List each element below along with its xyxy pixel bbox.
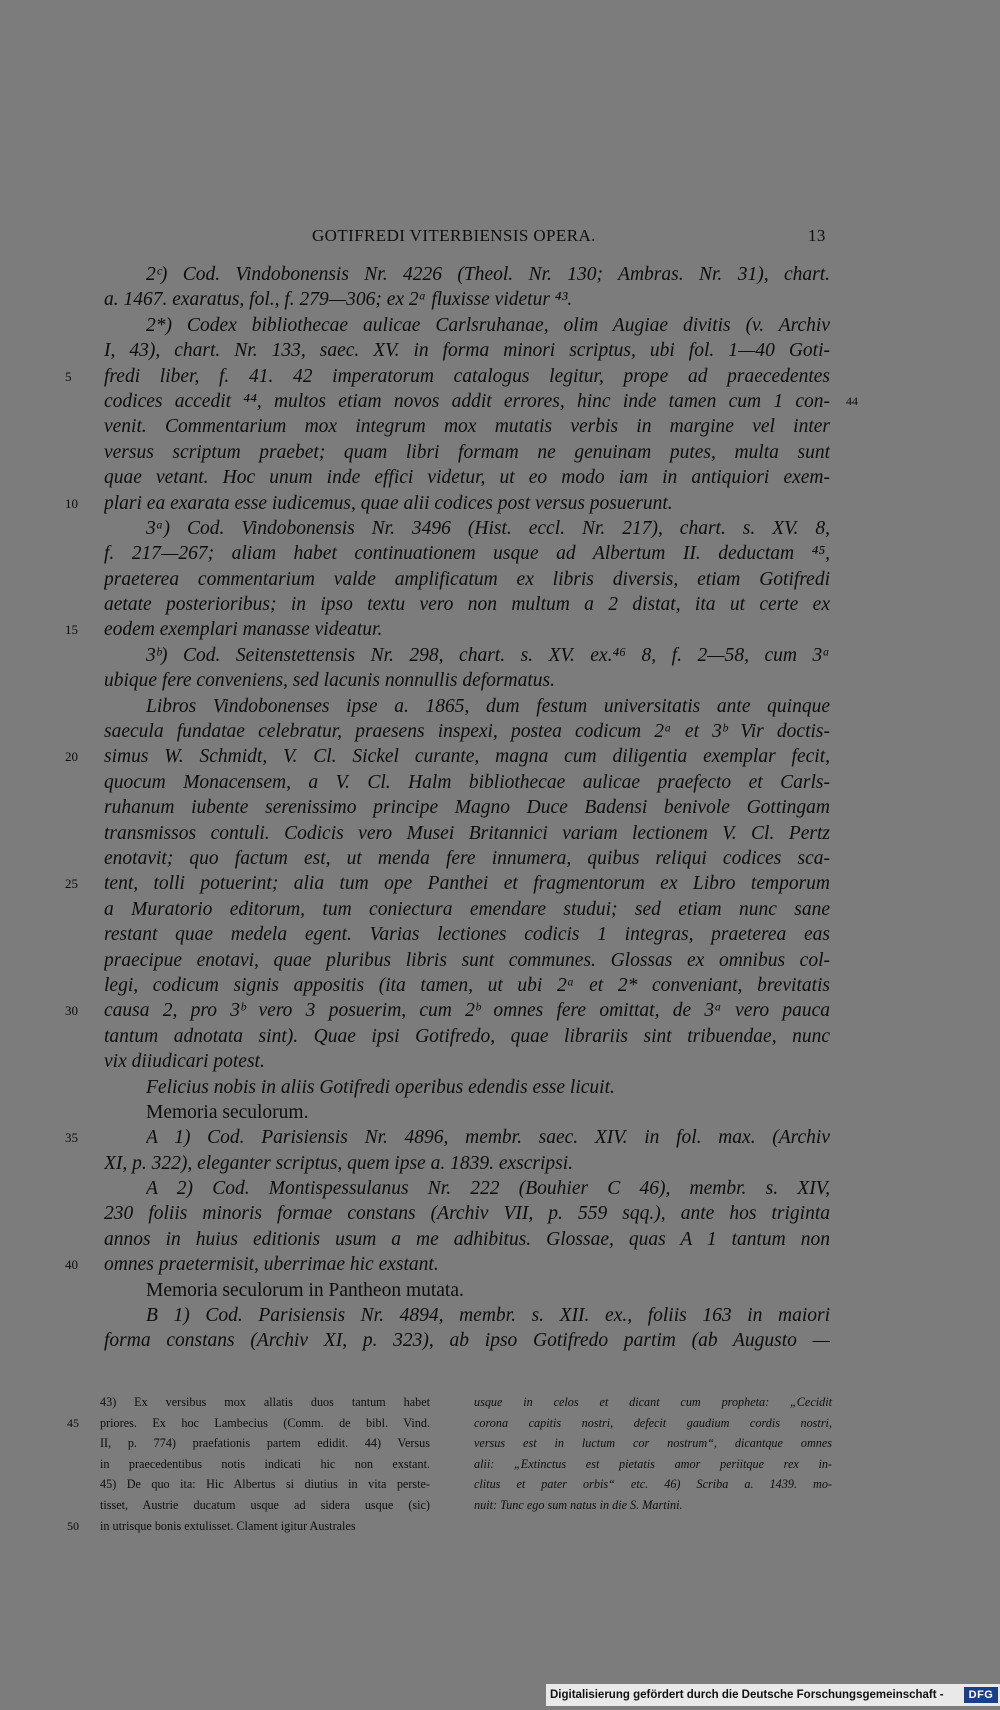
line-text: II, p. 774) praefationis partem edidit. 44) Versus (100, 1436, 430, 1451)
text-line (0, 973, 1000, 998)
line-text: in praecedentibus notis indicati hic non exstant. (100, 1456, 430, 1471)
line-text: 3ᵇ) Cod. Seitenstettensis Nr. 298, chart. s. XV. ex.⁴⁶ 8, f. 2—58, cum 3ᵃ (146, 644, 830, 666)
text-line (0, 1100, 1000, 1125)
line-number: 30 (65, 1003, 78, 1019)
line-text: versus est in luctum cor nostrum“, dicantque omnes (474, 1436, 832, 1451)
text-line (0, 1278, 1000, 1303)
line-text: versus scriptum praebet; quam libri formam ne genuinam putes, multa sunt (104, 441, 830, 463)
line-text: enotavit; quo factum est, ut menda fere innumera, quibus reliqui codices sca- (104, 847, 830, 869)
line-text: fredi liber, f. 41. 42 imperatorum catalogus legitur, prope ad praecedentes (104, 365, 830, 387)
footnotes-left-column (67, 1392, 430, 1536)
line-text: restant quae medela egent. Varias lectiones codicis 1 integras, praeterea eas (104, 924, 830, 946)
line-text: clitus et pater orbis“ etc. 46) Scriba a. 1439. mo- (474, 1477, 832, 1492)
line-text: transmissos contuli. Codicis vero Musei Britannici variam lectionem V. Cl. Pertz (104, 822, 830, 844)
footnote-line (474, 1474, 832, 1495)
footnote-line (100, 1433, 430, 1454)
text-line (0, 1252, 1000, 1277)
line-text: a Muratorio editorum, tum coniectura emendare studui; sed etiam nunc sane (104, 898, 830, 920)
text-line (0, 465, 1000, 490)
text-line (0, 1151, 1000, 1176)
text-line (0, 1227, 1000, 1252)
text-line (0, 491, 1000, 516)
line-text: legi, codicum signis appositis (ita tamen, ut ubi 2ᵃ et 2* conveniant, brevitatis (104, 974, 830, 996)
footnote-line (474, 1454, 832, 1475)
line-number: 35 (65, 1130, 78, 1146)
footnote-line (100, 1474, 430, 1495)
line-text: Libros Vindobonenses ipse a. 1865, dum festum universitatis ante quinque (146, 695, 830, 717)
text-line (0, 744, 1000, 769)
footnote-line (67, 1516, 430, 1537)
line-text: in utrisque bonis extulisset. Clament igitur Australes (100, 1518, 356, 1533)
line-text: forma constans (Archiv XI, p. 323), ab ipso Gotifredo partim (ab Augusto — (104, 1330, 830, 1352)
line-number: 25 (65, 876, 78, 892)
text-line (0, 998, 1000, 1023)
line-text: tantum adnotata sint). Quae ipsi Gotifredo, quae librariis sint tribuendae, nunc (104, 1025, 830, 1047)
text-line (0, 414, 1000, 439)
running-header (0, 226, 1000, 256)
text-line (0, 516, 1000, 541)
line-number: 5 (65, 368, 72, 384)
text-line (0, 897, 1000, 922)
text-line (0, 617, 1000, 642)
text-line (0, 1049, 1000, 1074)
line-text: praecipue enotavi, quae pluribus libris sunt communes. Glossas ex omnibus col- (104, 949, 830, 971)
banner-text: Digitalisierung gefördert durch die Deutsche Forschungsgemeinschaft - (550, 1689, 944, 1701)
line-text: 43) Ex versibus mox allatis duos tantum habet (100, 1395, 430, 1409)
line-text: annos in huius editionis usum a me adhibitus. Glossae, quas A 1 tantum non (104, 1228, 830, 1250)
text-line (0, 592, 1000, 617)
footnote-line (474, 1433, 832, 1454)
running-title: GOTIFREDI VITERBIENSIS OPERA. (312, 226, 596, 245)
line-text: B 1) Cod. Parisiensis Nr. 4894, membr. s. XII. ex., foliis 163 in maiori (146, 1305, 830, 1327)
text-line (0, 694, 1000, 719)
line-text: ruhanum iubente serenissimo principe Magno Duce Badensi benivole Gottingam (104, 797, 830, 819)
margin-note: 44 (846, 393, 858, 408)
line-text: XI, p. 322), eleganter scriptus, quem ipse a. 1839. exscripsi. (104, 1152, 574, 1174)
line-number: 10 (65, 495, 78, 511)
line-text: f. 217—267; aliam habet continuationem usque ad Albertum II. deductam ⁴⁵, (104, 543, 830, 565)
text-line (0, 1201, 1000, 1226)
line-text: venit. Commentarium mox integrum mox mutatis verbis in margine vel inter (104, 416, 830, 438)
text-line (0, 567, 1000, 592)
line-number: 40 (65, 1257, 78, 1273)
text-line (0, 1328, 1000, 1353)
footnote-line (100, 1495, 430, 1516)
text-line (0, 440, 1000, 465)
line-text: omnes praetermisit, uberrimae hic exstant. (104, 1254, 439, 1276)
text-line (0, 795, 1000, 820)
line-text: 3ᵃ) Cod. Vindobonensis Nr. 3496 (Hist. eccl. Nr. 217), chart. s. XV. 8, (146, 517, 830, 539)
text-line (0, 313, 1000, 338)
text-line (0, 871, 1000, 896)
line-text: I, 43), chart. Nr. 133, saec. XV. in forma minori scriptus, ubi fol. 1—40 Goti- (104, 340, 830, 362)
line-text: usque in celos et dicant cum propheta: „Cecidit (474, 1395, 832, 1409)
text-line (0, 821, 1000, 846)
line-text: eodem exemplari manasse videatur. (104, 619, 383, 641)
line-text: A 2) Cod. Montispessulanus Nr. 222 (Bouhier C 46), membr. s. XIV, (146, 1178, 830, 1200)
line-text: saecula fundatae celebratur, praesens inspexi, postea codicum 2ᵃ et 3ᵇ Vir doctis- (104, 721, 830, 743)
footnote-line (100, 1392, 430, 1413)
line-text: priores. Ex hoc Lambecius (Comm. de bibl. Vind. (100, 1415, 430, 1430)
footnote-line (100, 1454, 430, 1475)
line-text: aetate posterioribus; in ipso textu vero non multum a 2 distat, ita ut certe ex (104, 594, 830, 616)
line-text: Memoria seculorum in Pantheon mutata. (146, 1279, 464, 1301)
text-line (0, 668, 1000, 693)
dfg-banner (546, 1684, 1000, 1706)
line-text: quae vetant. Hoc unum inde effici videtur, ut eo modo iam in antiquiori exem- (104, 467, 830, 489)
page-number: 13 (808, 226, 826, 245)
text-line (0, 770, 1000, 795)
line-text: 45) De quo ita: Hic Albertus si diutius in vita perste- (100, 1477, 430, 1492)
line-number: 15 (65, 622, 78, 638)
text-line (0, 389, 1000, 414)
text-line (0, 262, 1000, 287)
footnote-line (67, 1413, 430, 1434)
footnote-line (474, 1495, 832, 1516)
text-line (0, 948, 1000, 973)
line-text: praeterea commentarium valde amplificatum ex libris diversis, etiam Gotifredi (104, 568, 830, 590)
footnote-line (474, 1392, 832, 1413)
text-line (0, 643, 1000, 668)
line-text: nuit: Tunc ego sum natus in die S. Martini. (474, 1497, 683, 1512)
text-line (0, 1176, 1000, 1201)
line-text: tent, tolli potuerint; alia tum ope Panthei et fragmentorum ex Libro temporum (104, 873, 830, 895)
line-text: tisset, Austrie ducatum usque ad sidera usque (sic) (100, 1497, 430, 1512)
line-text: Felicius nobis in aliis Gotifredi operibus edendis esse licuit. (146, 1076, 615, 1098)
footnotes-right-column (474, 1392, 832, 1516)
text-line (0, 1075, 1000, 1100)
text-line (0, 846, 1000, 871)
line-text: codices accedit ⁴⁴, multos etiam novos addit errores, hinc inde tamen cum 1 con- (104, 390, 830, 412)
footnote-line (474, 1413, 832, 1434)
line-text: 2*) Codex bibliothecae aulicae Carlsruhanae, olim Augiae divitis (v. Archiv (146, 314, 830, 336)
text-line (0, 1303, 1000, 1328)
text-line (0, 922, 1000, 947)
main-text (0, 262, 1000, 1354)
line-text: corona capitis nostri, defecit gaudium cordis nostri, (474, 1415, 832, 1430)
line-text: A 1) Cod. Parisiensis Nr. 4896, membr. saec. XIV. in fol. max. (Archiv (146, 1127, 830, 1149)
line-text: 2ᶜ) Cod. Vindobonensis Nr. 4226 (Theol. Nr. 130; Ambras. Nr. 31), chart. (146, 264, 830, 285)
dfg-logo: DFG (964, 1687, 998, 1703)
line-text: plari ea exarata esse iudicemus, quae alii codices post versus posuerunt. (104, 492, 673, 514)
line-text: causa 2, pro 3ᵇ vero 3 posuerim, cum 2ᵇ omnes fere omittat, de 3ᵃ vero pauca (104, 1000, 830, 1022)
text-line (0, 719, 1000, 744)
text-line (0, 287, 1000, 312)
text-line (0, 541, 1000, 566)
line-text: quocum Monacensem, a V. Cl. Halm bibliothecae aulicae praefecto et Carls- (104, 771, 830, 793)
line-text: a. 1467. exaratus, fol., f. 279—306; ex 2ᵃ fluxisse videtur ⁴³. (104, 289, 573, 311)
text-line (0, 1024, 1000, 1049)
line-text: simus W. Schmidt, V. Cl. Sickel curante, magna cum diligentia exemplar fecit, (104, 746, 830, 768)
line-text: ubique fere conveniens, sed lacunis nonnullis deformatus. (104, 670, 555, 692)
text-line (0, 364, 1000, 389)
line-text: Memoria seculorum. (146, 1101, 309, 1123)
line-text: vix diiudicari potest. (104, 1051, 265, 1073)
line-text: 230 foliis minoris formae constans (Archiv VII, p. 559 sqq.), ante hos triginta (104, 1203, 830, 1225)
line-text: alii: „Extinctus est pietatis amor periitque rex in- (474, 1456, 832, 1471)
text-line (0, 1125, 1000, 1150)
text-line (0, 338, 1000, 363)
line-number: 20 (65, 749, 78, 765)
line-number: 45 (67, 1415, 79, 1430)
line-number: 50 (67, 1518, 79, 1533)
